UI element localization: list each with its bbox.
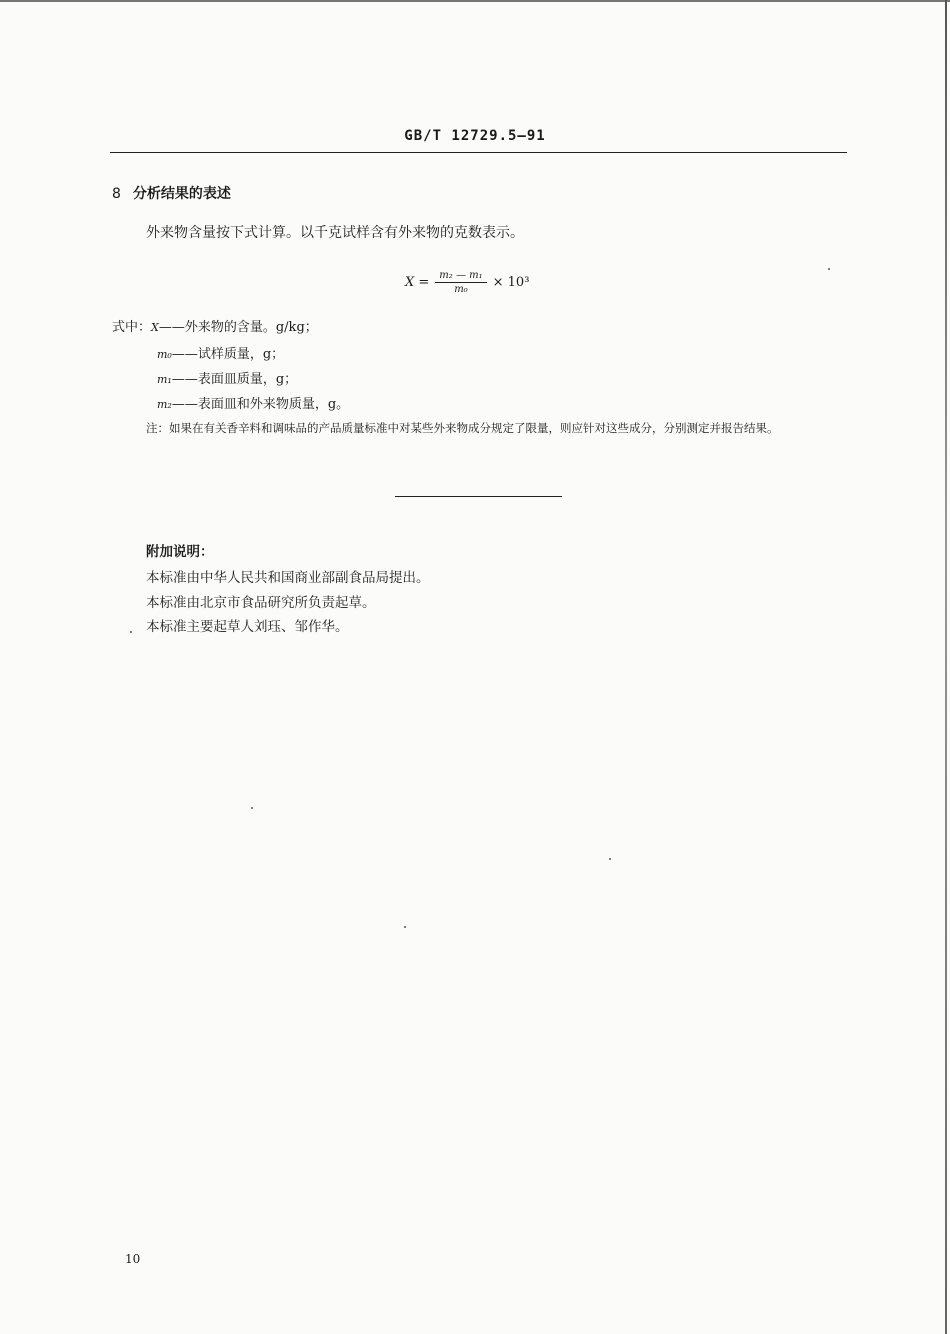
scan-speck — [251, 807, 253, 809]
header-rule — [110, 152, 847, 153]
formula-fraction — [435, 270, 486, 295]
intro-paragraph: 外来物含量按下式计算。以千克试样含有外来物的克数表示。 — [146, 225, 524, 241]
definition-symbol: m₁ — [157, 373, 172, 386]
appendix-line: 本标准由北京市食品研究所负责起草。 — [146, 595, 376, 611]
definition-m2 — [157, 393, 349, 412]
scan-speck — [404, 926, 406, 928]
formula-denominator: m₀ — [454, 284, 468, 295]
formula — [405, 270, 529, 295]
scan-edge-right — [945, 0, 947, 1334]
definition-text: ——表面皿质量，g； — [171, 372, 298, 387]
appendix-line: 本标准由中华人民共和国商业部副食品局提出。 — [146, 570, 430, 586]
scan-edge-top — [0, 0, 950, 2]
scan-speck — [828, 268, 830, 270]
definition-prefix: 式中： — [112, 320, 152, 335]
definition-x — [112, 316, 318, 335]
scan-speck — [130, 631, 132, 633]
definition-symbol: X — [151, 321, 159, 334]
formula-numerator: m₂ — m₁ — [435, 270, 486, 283]
section-heading — [112, 183, 231, 203]
definition-m0 — [157, 343, 284, 362]
definition-symbol: m₀ — [157, 348, 172, 361]
end-of-text-rule — [395, 496, 562, 497]
definition-m1 — [157, 368, 297, 387]
standard-code-header: GB/T 12729.5—91 — [404, 128, 546, 144]
definition-text: ——试样质量，g； — [171, 347, 285, 362]
definition-text: ——外来物的含量。g/kg； — [158, 320, 318, 335]
scan-speck — [609, 858, 611, 860]
formula-multiplier: × 10³ — [492, 275, 530, 290]
section-title: 分析结果的表述 — [132, 186, 231, 202]
appendix-title: 附加说明： — [146, 544, 214, 560]
formula-lhs: X = — [405, 275, 430, 290]
note-paragraph: 注：如果在有关香辛料和调味品的产品质量标准中对某些外来物成分规定了限量，则应针对这些成分，分别测定并报告结果。 — [146, 421, 779, 435]
appendix-line: 本标准主要起草人刘珏、邹作华。 — [146, 619, 349, 635]
definition-symbol: m₂ — [157, 398, 172, 411]
page-number: 10 — [125, 1252, 141, 1266]
definition-text: ——表面皿和外来物质量，g。 — [171, 397, 350, 412]
section-number: 8 — [112, 186, 121, 202]
